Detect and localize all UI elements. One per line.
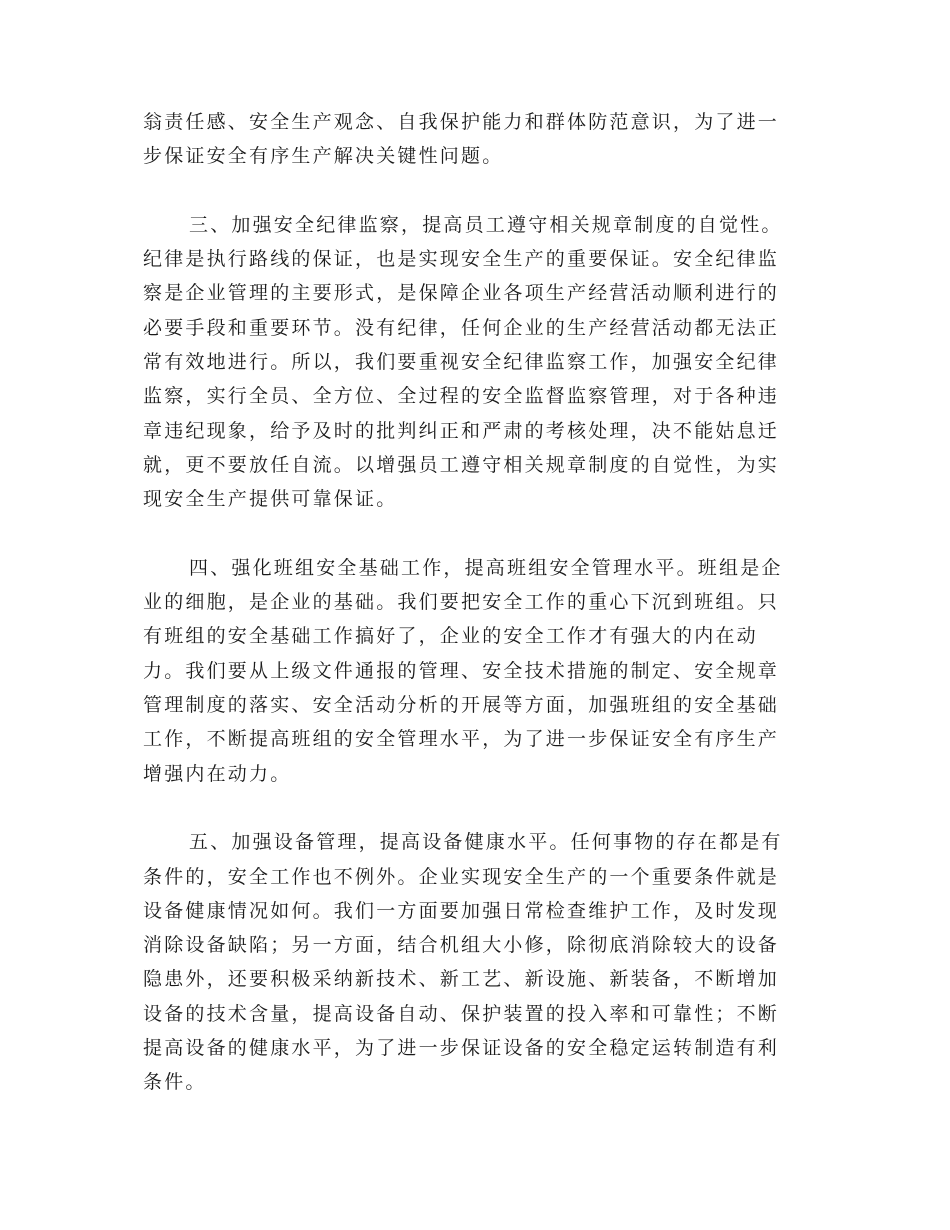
text-line: 隐患外，还要积极采纳新技术、新工艺、新设施、新装备，不断增加 xyxy=(143,968,780,991)
text-line: 五、加强设备管理，提高设备健康水平。任何事物的存在都是有 xyxy=(189,831,783,854)
text-line: 设备的技术含量，提高设备自动、保护装置的投入率和可靠性；不断 xyxy=(143,1002,780,1025)
text-line: 监察，实行全员、全方位、全过程的安全监督监察管理，对于各种违 xyxy=(143,385,780,408)
text-line: 章违纪现象，给予及时的批判纠正和严肃的考核处理，决不能姑息迁 xyxy=(143,419,780,442)
paragraph-section-4 xyxy=(143,551,811,791)
text-line: 条件的，安全工作也不例外。企业实现安全生产的一个重要条件就是 xyxy=(143,865,780,888)
text-line: 消除设备缺陷；另一方面，结合机组大小修，除彻底消除较大的设备 xyxy=(143,934,780,957)
text-line: 业的细胞，是企业的基础。我们要把安全工作的重心下沉到班组。只 xyxy=(143,591,780,614)
text-line: 有班组的安全基础工作搞好了，企业的安全工作才有强大的内在动 xyxy=(143,625,758,648)
paragraph-section-5 xyxy=(143,825,811,1099)
text-line: 常有效地进行。所以，我们要重视安全纪律监察工作，加强安全纪律 xyxy=(143,351,780,374)
text-line: 条件。 xyxy=(143,1071,207,1094)
text-line: 三、加强安全纪律监察，提高员工遵守相关规章制度的自觉性。 xyxy=(189,213,783,236)
text-line: 管理制度的落实、安全活动分析的开展等方面，加强班组的安全基础 xyxy=(143,694,780,717)
text-line: 步保证安全有序生产解决关键性问题。 xyxy=(143,145,504,168)
text-line: 察是企业管理的主要形式，是保障企业各项生产经营活动顺利进行的 xyxy=(143,282,780,305)
text-line: 力。我们要从上级文件通报的管理、安全技术措施的制定、安全规章 xyxy=(143,659,780,682)
document-body xyxy=(143,105,811,1100)
text-line: 纪律是执行路线的保证，也是实现安全生产的重要保证。安全纪律监 xyxy=(143,248,780,271)
text-line: 必要手段和重要环节。没有纪律，任何企业的生产经营活动都无法正 xyxy=(143,316,780,339)
text-line: 增强内在动力。 xyxy=(143,762,292,785)
text-line: 提高设备的健康水平，为了进一步保证设备的安全稳定运转制造有利 xyxy=(143,1037,780,1060)
text-line: 设备健康情况如何。我们一方面要加强日常检查维护工作，及时发现 xyxy=(143,899,780,922)
paragraph-section-3 xyxy=(143,208,811,517)
text-line: 就，更不要放任自流。以增强员工遵守相关规章制度的自觉性，为实 xyxy=(143,453,780,476)
text-line: 翁责任感、安全生产观念、自我保护能力和群体防范意识，为了进一 xyxy=(143,111,780,133)
text-line: 现安全生产提供可靠保证。 xyxy=(143,488,398,511)
text-line: 工作，不断提高班组的安全管理水平，为了进一步保证安全有序生产 xyxy=(143,728,780,751)
paragraph-continuation xyxy=(143,105,811,174)
text-line: 四、强化班组安全基础工作，提高班组安全管理水平。班组是企 xyxy=(189,556,783,579)
